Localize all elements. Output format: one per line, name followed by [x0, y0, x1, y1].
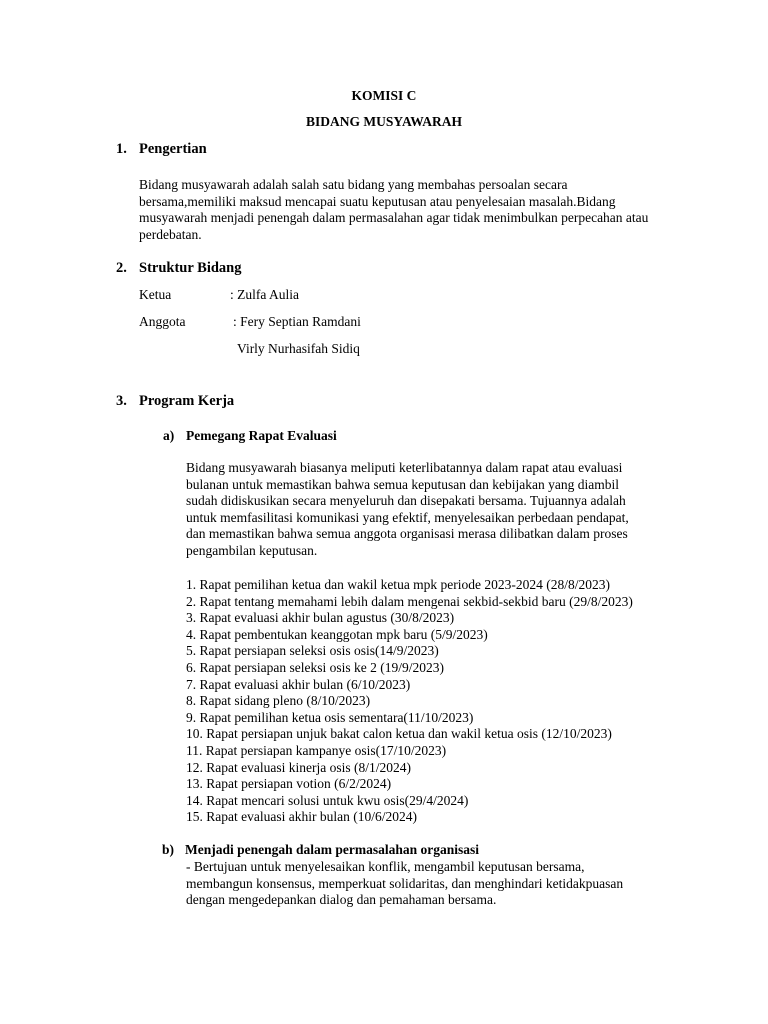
list-item: 8. Rapat sidang pleno (8/10/2023)	[186, 693, 371, 709]
list-item: 5. Rapat persiapan seleksi osis osis(14/9/2023)	[186, 643, 439, 659]
paragraph-line: Bidang musyawarah adalah salah satu bidang yang membahas persoalan secara	[139, 177, 568, 192]
anggota-value-1: : Fery Septian Ramdani	[233, 314, 361, 329]
list-item: 1. Rapat pemilihan ketua dan wakil ketua mpk periode 2023-2024 (28/8/2023)	[186, 577, 611, 592]
pengertian-paragraph	[139, 177, 699, 243]
ketua-value: : Zulfa Aulia	[230, 287, 299, 302]
section-number: 2.	[116, 260, 127, 276]
list-item: 15. Rapat evaluasi akhir bulan (10/6/2024)	[186, 809, 417, 825]
paragraph-line: untuk memfasilitasi komunikasi yang efektif, menyelesaikan perbedaan pendapat,	[186, 509, 629, 525]
anggota-label: Anggota	[139, 314, 186, 329]
list-item: 3. Rapat evaluasi akhir bulan agustus (30/8/2023)	[186, 610, 455, 626]
paragraph-line: sudah didiskusikan secara menyeluruh dan disepakati bersama. Tujuannya adalah	[186, 493, 626, 509]
subsection-a-heading: Pemegang Rapat Evaluasi	[186, 428, 337, 443]
section-title: Struktur Bidang	[139, 260, 242, 276]
subsection-a-marker: a)	[163, 428, 175, 443]
list-item: 11. Rapat persiapan kampanye osis(17/10/2023)	[186, 742, 447, 758]
subsection-b-paragraph	[186, 859, 686, 909]
paragraph-line: pengambilan keputusan.	[186, 542, 318, 558]
section-number: 3.	[116, 393, 127, 409]
section-title: Pengertian	[139, 141, 207, 157]
list-item: 2. Rapat tentang memahami lebih dalam mengenai sekbid-sekbid baru (29/8/2023)	[186, 593, 633, 609]
list-item: 9. Rapat pemilihan ketua osis sementara(11/10/2023)	[186, 709, 474, 725]
paragraph-line: musyawarah menjadi penengah dalam permasalahan agar tidak menimbulkan perpecahan atau	[139, 210, 649, 226]
paragraph-line: perdebatan.	[139, 226, 202, 242]
section-title: Program Kerja	[139, 393, 235, 409]
list-item: 7. Rapat evaluasi akhir bulan (6/10/2023)	[186, 676, 411, 692]
paragraph-line: - Bertujuan untuk menyelesaikan konflik, mengambil keputusan bersama,	[186, 859, 585, 874]
ketua-label: Ketua	[139, 287, 172, 302]
paragraph-line: bersama,memiliki maksud mencapai suatu keputusan atau penyelesaian masalah.Bidang	[139, 193, 616, 209]
subsection-b-heading: Menjadi penengah dalam permasalahan organisasi	[185, 842, 480, 857]
anggota-value-2: Virly Nurhasifah Sidiq	[237, 341, 360, 356]
list-item: 14. Rapat mencari solusi untuk kwu osis(29/4/2024)	[186, 792, 469, 808]
paragraph-line: Bidang musyawarah biasanya meliputi keterlibatannya dalam rapat atau evaluasi	[186, 460, 623, 475]
list-item: 4. Rapat pembentukan keanggotan mpk baru (5/9/2023)	[186, 626, 488, 642]
document-subtitle: BIDANG MUSYAWARAH	[306, 114, 462, 129]
paragraph-line: membangun konsensus, memperkuat solidaritas, dan menghindari ketidakpuasan	[186, 875, 624, 891]
list-item: 6. Rapat persiapan seleksi osis ke 2 (19/9/2023)	[186, 659, 444, 675]
paragraph-line: bulanan untuk memastikan bahwa semua keputusan dan kebijakan yang diambil	[186, 476, 620, 492]
list-item: 10. Rapat persiapan unjuk bakat calon ketua dan wakil ketua osis (12/10/2023)	[186, 726, 612, 742]
document-title: KOMISI C	[351, 88, 417, 103]
list-item: 12. Rapat evaluasi kinerja osis (8/1/2024)	[186, 759, 411, 775]
meeting-list	[186, 577, 633, 826]
section-number: 1.	[116, 141, 127, 157]
subsection-b-marker: b)	[162, 842, 175, 857]
paragraph-line: dan memastikan bahwa semua anggota organisasi merasa dilibatkan dalam proses	[186, 526, 628, 542]
paragraph-line: dengan mengedepankan dialog dan pemahaman bersama.	[186, 892, 497, 908]
list-item: 13. Rapat persiapan votion (6/2/2024)	[186, 776, 392, 792]
subsection-a-paragraph	[186, 460, 686, 560]
